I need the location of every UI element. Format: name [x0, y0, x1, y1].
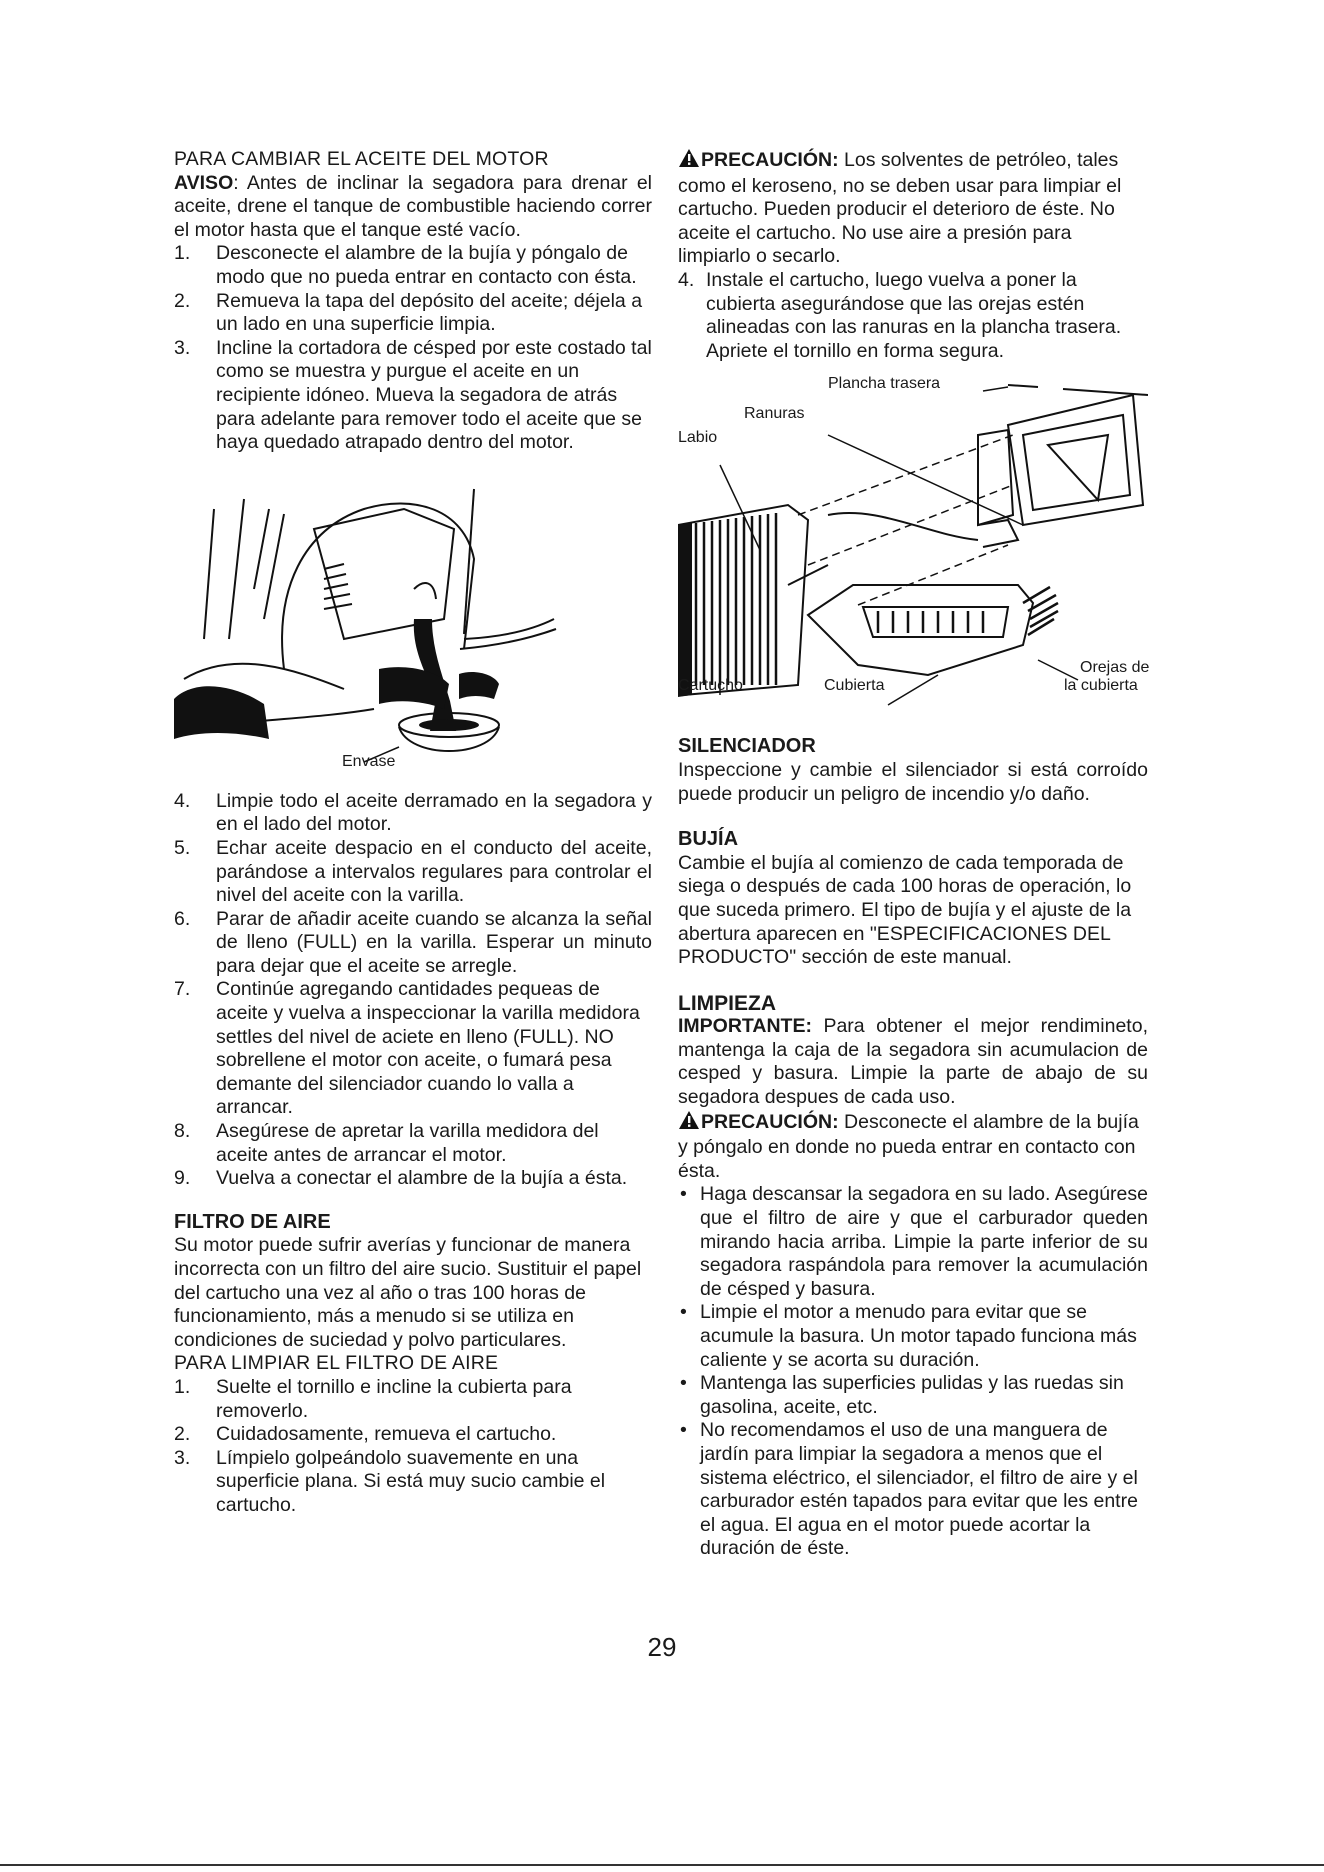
oil-drain-drawing: [174, 469, 652, 782]
list-item: [678, 1183, 1148, 1301]
aviso-paragraph: [174, 172, 652, 243]
step-text: Continúe agregando cantidades pequeas de aceite y vuelva a inspeccionar la varilla medidora settles del nivel de aciete en lleno (FULL). NO sobrellene el motor con aceite, o fumará pesa demante del silenciador cuando lo valla a arrancar.: [216, 978, 640, 1119]
step-text: Echar aceite despacio en el conducto del aceite, parándose a intervalos regulares para controlar el nivel del aceite con la varilla.: [216, 836, 652, 907]
silenciador-paragraph: Inspeccione y cambie el silenciador si está corroído puede producir un peligro de incendio y/o daño.: [678, 758, 1148, 805]
step-text: Cuidadosamente, remueva el cartucho.: [216, 1423, 557, 1446]
step-number: 6.: [174, 907, 191, 930]
right-column: [678, 148, 1148, 1561]
caution-text: Desconecte el alambre de la bujía y póngalo en donde no pueda entrar en contacto con ésta.: [678, 1110, 1139, 1182]
aviso-text: : Antes de inclinar la segadora para drenar el aceite, drene el tanque de combustible haciendo correr el motor hasta que el tanque esté vacío.: [174, 171, 652, 241]
list-item: [174, 978, 652, 1120]
bullet-text: Mantenga las superficies pulidas y las ruedas sin gasolina, aceite, etc.: [700, 1372, 1124, 1418]
label-plancha-trasera: Plancha trasera: [828, 375, 941, 393]
importante-label: IMPORTANTE:: [678, 1015, 812, 1038]
step-number: 4.: [174, 789, 191, 812]
importante-paragraph: [678, 1015, 1148, 1109]
oil-drain-illustration: [174, 469, 652, 782]
list-item: [678, 1419, 1148, 1561]
bujia-heading: BUJÍA: [678, 828, 739, 851]
bullet-symbol: •: [680, 1301, 687, 1324]
list-item: [174, 1120, 652, 1167]
aviso-label: AVISO: [174, 171, 234, 194]
silenciador-heading: SILENCIADOR: [678, 735, 816, 758]
list-item: [678, 1372, 1148, 1419]
filter-steps: [174, 1376, 652, 1518]
step-number: 5.: [174, 836, 191, 859]
list-item: [174, 837, 652, 908]
page-number: 29: [647, 1632, 677, 1662]
step-number: 3.: [174, 1446, 191, 1469]
label-envase: Envase: [342, 752, 396, 770]
step-number: 3.: [174, 336, 191, 359]
step-text: Remueva la tapa del depósito del aceite; déjela a un lado en una superficie limpia.: [216, 289, 643, 336]
bottom-rule: [0, 1864, 1324, 1866]
bullet-text: Limpie el motor a menudo para evitar que se acumule la basura. Un motor tapado funciona más caliente y se acorta su duración.: [700, 1301, 1137, 1371]
step-text: Instale el cartucho, luego vuelva a poner la cubierta asegurándose que las orejas estén alineadas con las ranuras en la plancha trasera. Apriete el tornillo en forma segura.: [706, 268, 1122, 362]
list-item: [174, 1423, 652, 1447]
list-item: [174, 290, 652, 337]
limpieza-heading: LIMPIEZA: [678, 991, 776, 1015]
bujia-paragraph: Cambie el bujía al comienzo de cada temporada de siega o después de cada 100 horas de operación, lo que suceda primero. El tipo de bujía y el ajuste de la abertura aparecen en "ESPECIFICACIONES DEL PRODUCTO" sección de este manual.: [678, 851, 1132, 969]
install-step: [678, 269, 1148, 363]
step-number: 4.: [678, 268, 695, 291]
step-text: Desconecte el alambre de la bujía y póngalo de modo que no pueda entrar en contacto con ésta.: [216, 242, 637, 288]
step-number: 1.: [174, 1375, 191, 1398]
step-text: Asegúrese de apretar la varilla medidora del aceite antes de arrancar el motor.: [216, 1120, 599, 1166]
label-orejas-1: Orejas de: [1080, 659, 1150, 677]
label-cartucho: Cartucho: [678, 677, 743, 695]
caution-label: PRECAUCIÓN:: [701, 149, 839, 171]
caution-text: Los solventes de petróleo, tales como el keroseno, no se deben usar para limpiar el cartucho. Pueden producir el deterioro de éste. No aceite el cartucho. No use aire a presión para limpiarlo o secarlo.: [678, 149, 1122, 268]
warning-triangle-icon: [678, 148, 700, 175]
left-column: [174, 148, 652, 1518]
step-number: 7.: [174, 978, 191, 1001]
warning-triangle-icon: [678, 1110, 700, 1137]
list-item: [174, 1167, 652, 1191]
step-number: 2.: [174, 289, 191, 312]
label-cubierta: Cubierta: [824, 677, 885, 695]
step-text: Suelte el tornillo e incline la cubierta para removerlo.: [216, 1375, 572, 1422]
label-ranuras: Ranuras: [744, 405, 805, 423]
step-text: Limpie todo el aceite derramado en la segadora y en el lado del motor.: [216, 789, 652, 836]
step-text: Incline la cortadora de césped por este costado tal como se muestra y purgue el aceite en un recipiente idóneo. Mueva la segadora de atrás para adelante para remover todo el aceite que se haya quedado atrapado dentro del motor.: [216, 336, 652, 454]
label-labio: Labio: [678, 429, 718, 447]
list-item: [174, 337, 652, 455]
filtro-subtitle: PARA LIMPIAR EL FILTRO DE AIRE: [174, 1352, 499, 1375]
importante-text: Para obtener el mejor rendimineto, mantenga la caja de la segadora sin acumulacion de cesped y basura. Limpie la parte de abajo de su segadora despues de cada uso.: [678, 1015, 1148, 1109]
list-item: [678, 269, 1148, 363]
caution-paragraph-2: [678, 1110, 1148, 1184]
step-text: Parar de añadir aceite cuando se alcanza la señal de lleno (FULL) en la varilla. Esperar un minuto para dejar que el aceite se arregle.: [216, 907, 652, 977]
step-number: 1.: [174, 242, 191, 265]
bullet-text: No recomendamos el uso de una manguera de jardín para limpiar la segadora a menos que el sistema eléctrico, el silenciador, el filtro de aire y el carburador estén tapados para evitar que les entre el agua. El agua en el motor puede acortar la duración de éste.: [700, 1419, 1138, 1560]
bullet-text: Haga descansar la segadora en su lado. Asegúrese que el filtro de aire y que el carburador queden mirando hacia arriba. Limpie la parte inferior de su segadora raspándola para remover la acumulación de césped y basura.: [700, 1183, 1148, 1300]
oil-steps-1-3: [174, 242, 652, 454]
filtro-paragraph: Su motor puede sufrir averías y funcionar de manera incorrecta con un filtro del aire sucio. Sustituir el papel del cartucho una vez al año o tras 100 horas de funcionamiento, más a menudo si se utiliza en condiciones de suciedad y polvo particulares.: [174, 1234, 642, 1351]
bullet-symbol: •: [680, 1183, 687, 1206]
label-orejas-2: la cubierta: [1064, 677, 1138, 695]
list-item: [678, 1301, 1148, 1372]
step-text: Vuelva a conectar el alambre de la bujía a ésta.: [216, 1167, 628, 1190]
oil-change-title: PARA CAMBIAR EL ACEITE DEL MOTOR: [174, 148, 549, 170]
filtro-heading: FILTRO DE AIRE: [174, 1210, 331, 1233]
step-text: Límpielo golpeándolo suavemente en una superficie plana. Si está muy sucio cambie el cartucho.: [216, 1446, 606, 1516]
bullet-symbol: •: [680, 1372, 687, 1395]
air-filter-illustration: [678, 375, 1148, 715]
caution-paragraph-1: [678, 148, 1148, 269]
list-item: [174, 790, 652, 837]
air-filter-drawing: [678, 375, 1148, 715]
list-item: [174, 908, 652, 979]
oil-steps-4-9: [174, 790, 652, 1191]
caution-label: PRECAUCIÓN:: [701, 1110, 839, 1133]
list-item: [174, 1376, 652, 1423]
bullet-symbol: •: [680, 1419, 687, 1442]
list-item: [174, 1447, 652, 1518]
cleaning-bullets: [678, 1183, 1148, 1561]
step-number: 8.: [174, 1120, 191, 1143]
step-number: 2.: [174, 1423, 191, 1446]
list-item: [174, 242, 652, 289]
step-number: 9.: [174, 1167, 191, 1190]
